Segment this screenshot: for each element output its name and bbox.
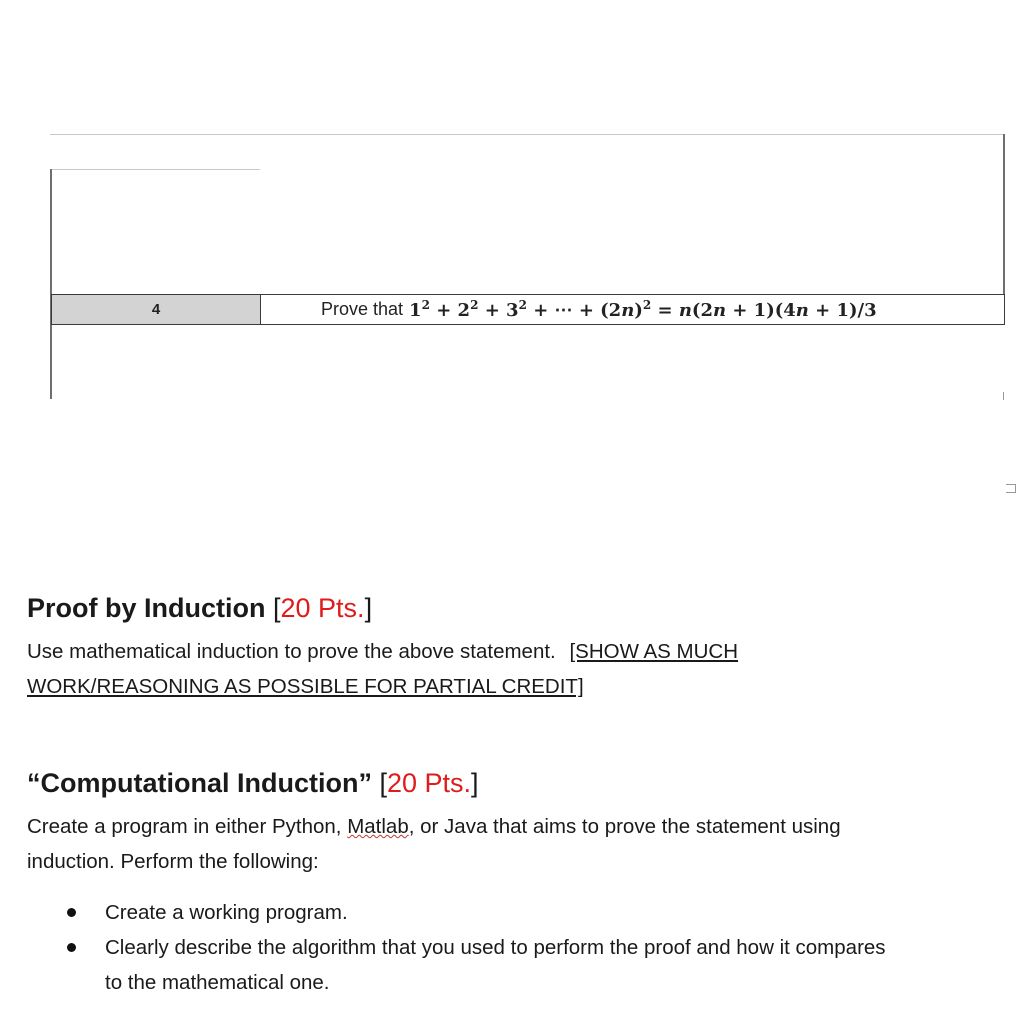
computational-instructions-line2: induction. Perform the following: [27, 850, 319, 873]
proof-credit-note-start: [SHOW AS MUCH [569, 640, 739, 663]
proof-points-open: [ [273, 593, 281, 623]
bullet-text: to the mathematical one. [105, 971, 330, 994]
table-right-border-fragment [1003, 392, 1004, 400]
problem-statement [261, 295, 1004, 324]
proof-instructions-line1 [27, 634, 738, 669]
computational-text-before: Create a program in either Python, [27, 815, 342, 838]
statement-prefix: Prove that [321, 299, 404, 319]
proof-credit-note-end: WORK/REASONING AS POSSIBLE FOR PARTIAL CREDIT] [27, 675, 584, 698]
task-bullet-list [60, 895, 886, 1000]
bullet-icon [67, 908, 76, 917]
bullet-icon [67, 943, 76, 952]
computational-section-heading [27, 768, 479, 799]
computational-title: “Computational Induction” [27, 768, 372, 798]
computational-instructions-line1 [27, 809, 841, 844]
computational-points-open: [ [379, 768, 387, 798]
problem-row [51, 294, 1005, 325]
table-left-border [50, 169, 52, 399]
bullet-text: Create a working program. [105, 901, 348, 924]
bullet-item [60, 895, 886, 930]
proof-instructions-text: Use mathematical induction to prove the above statement. [27, 640, 556, 663]
bullet-continuation [60, 965, 886, 1000]
computational-points-close: ] [471, 768, 479, 798]
bullet-text: Clearly describe the algorithm that you used to perform the proof and how it compares [105, 936, 886, 959]
computational-text-after: , or Java that aims to prove the statement using [408, 815, 841, 838]
computational-points: 20 Pts. [387, 768, 472, 798]
proof-title: Proof by Induction [27, 593, 266, 623]
proof-section-heading [27, 593, 372, 624]
spellcheck-flagged-word: Matlab [347, 815, 409, 838]
table-right-border [1003, 134, 1005, 294]
proof-instructions-line2 [27, 669, 584, 704]
sum-of-squares-formula: $1^2 + 2^2 + 3^2$ + ⋯ + $(2n)^2 = n(2n + 1)(4n + 1)/3$ [409, 298, 877, 321]
page-corner-mark [1006, 484, 1016, 493]
proof-points-close: ] [364, 593, 373, 623]
table-top-rule [50, 134, 1005, 135]
table-cell-rule [50, 169, 260, 170]
proof-points: 20 Pts. [280, 593, 365, 623]
bullet-item [60, 930, 886, 965]
problem-number: 4 [52, 295, 261, 324]
